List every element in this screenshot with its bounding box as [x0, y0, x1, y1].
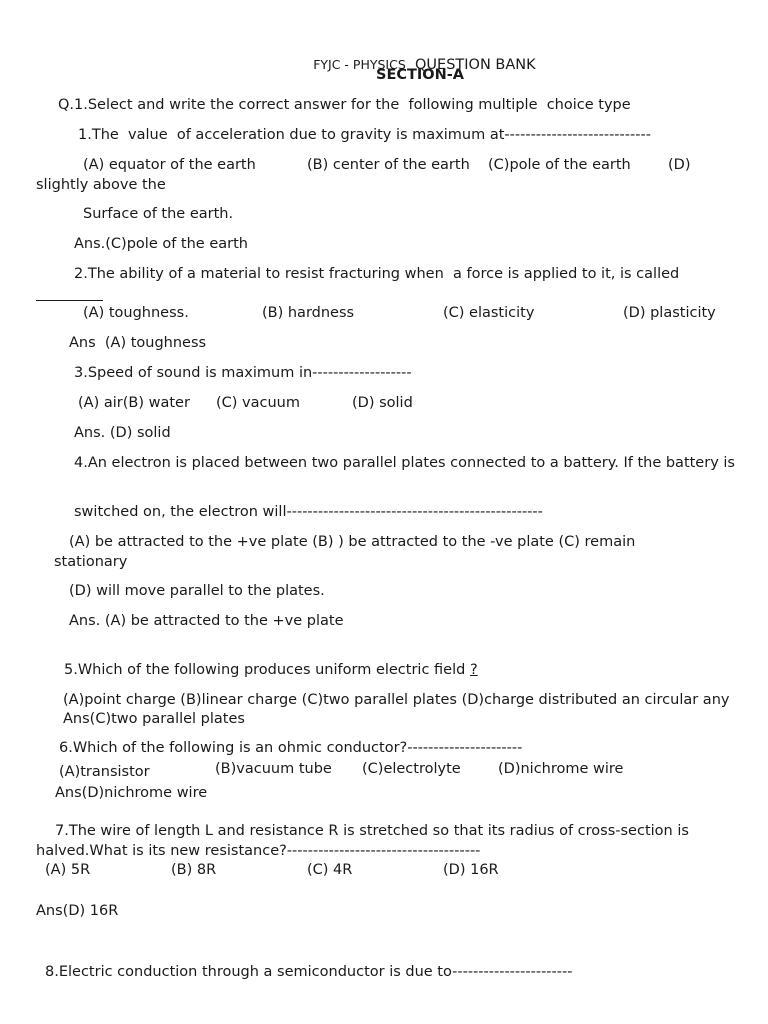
- question-1-option-a: (A) equator of the earth: [83, 157, 256, 173]
- question-instruction: Q.1.Select and write the correct answer for the following multiple choice type: [58, 97, 631, 113]
- question-3-stem: 3.Speed of sound is maximum in-------------------: [74, 365, 412, 381]
- question-6-option-c: (C)electrolyte: [362, 761, 461, 777]
- question-2-stem: 2.The ability of a material to resist fracturing when a force is applied to it, is called: [74, 266, 680, 282]
- question-2-option-d: (D) plasticity: [623, 305, 716, 321]
- question-1-stem: 1.The value of acceleration due to gravity is maximum at----------------------------: [78, 127, 651, 143]
- question-7-option-d: (D) 16R: [443, 862, 499, 878]
- question-5-answer: Ans(C)two parallel plates: [63, 711, 245, 727]
- question-4-stem: 4.An electron is placed between two parallel plates connected to a battery. If the battery is: [74, 455, 735, 471]
- question-6-stem: 6.Which of the following is an ohmic conductor?----------------------: [59, 740, 523, 756]
- question-7-answer: Ans(D) 16R: [36, 903, 119, 919]
- question-2-option-b: (B) hardness: [262, 305, 355, 321]
- question-4-stem-cont: switched on, the electron will-------------------------------------------------: [74, 504, 543, 520]
- document-title: QUESTION BANK: [415, 57, 536, 73]
- question-3-answer: Ans. (D) solid: [74, 425, 171, 441]
- question-5-stem-line: [64, 661, 478, 680]
- question-8-stem: 8.Electric conduction through a semiconductor is due to-----------------------: [45, 964, 573, 980]
- question-1-answer: Ans.(C)pole of the earth: [74, 236, 248, 252]
- question-7-option-c: (C) 4R: [307, 862, 353, 878]
- subject-label: FYJC - PHYSICS: [313, 57, 406, 72]
- question-4-options-line-2: (D) will move parallel to the plates.: [69, 583, 325, 599]
- question-3-option-d: (D) solid: [352, 395, 413, 411]
- question-4-answer: Ans. (A) be attracted to the +ve plate: [69, 613, 344, 629]
- question-1-option-d-cont: Surface of the earth.: [83, 206, 234, 222]
- question-2-option-a: (A) toughness.: [83, 305, 189, 321]
- question-7-option-a: (A) 5R: [45, 862, 91, 878]
- question-3-options: [78, 394, 190, 413]
- question-3-option-b: (B) water: [122, 395, 190, 411]
- section-heading: SECTION-A: [376, 67, 464, 83]
- question-2-option-c: (C) elasticity: [443, 305, 535, 321]
- question-1-option-b: (B) center of the earth: [307, 157, 470, 173]
- question-1-option-d: (D) slightly above the: [36, 157, 691, 193]
- question-1-option-c: (C)pole of the earth: [488, 157, 631, 173]
- question-4-options-line-1: (A) be attracted to the +ve plate (B) ) be attracted to the -ve plate (C) remain stationary: [54, 534, 636, 570]
- question-5-stem: 5.Which of the following produces uniform electric field: [64, 662, 466, 678]
- question-5-options: (A)point charge (B)linear charge (C)two parallel plates (D)charge distributed an circular any: [63, 692, 730, 708]
- question-3-option-c: (C) vacuum: [216, 395, 300, 411]
- question-5-mark: ?: [469, 662, 478, 678]
- question-7-stem: 7.The wire of length L and resistance R is stretched so that its radius of cross-section is halved.What is its new resistance?-------------------------------------: [36, 823, 689, 859]
- question-7-option-b: (B) 8R: [171, 862, 217, 878]
- question-3-option-a: (A) air: [78, 395, 123, 411]
- question-2-answer: Ans (A) toughness: [69, 335, 207, 351]
- question-6-answer: Ans(D)nichrome wire: [55, 785, 208, 801]
- question-6-option-b: (B)vacuum tube: [215, 761, 332, 777]
- question-6-option-a: (A)transistor: [59, 764, 150, 780]
- answer-blank-line: [36, 300, 103, 301]
- question-6-option-d: (D)nichrome wire: [498, 761, 624, 777]
